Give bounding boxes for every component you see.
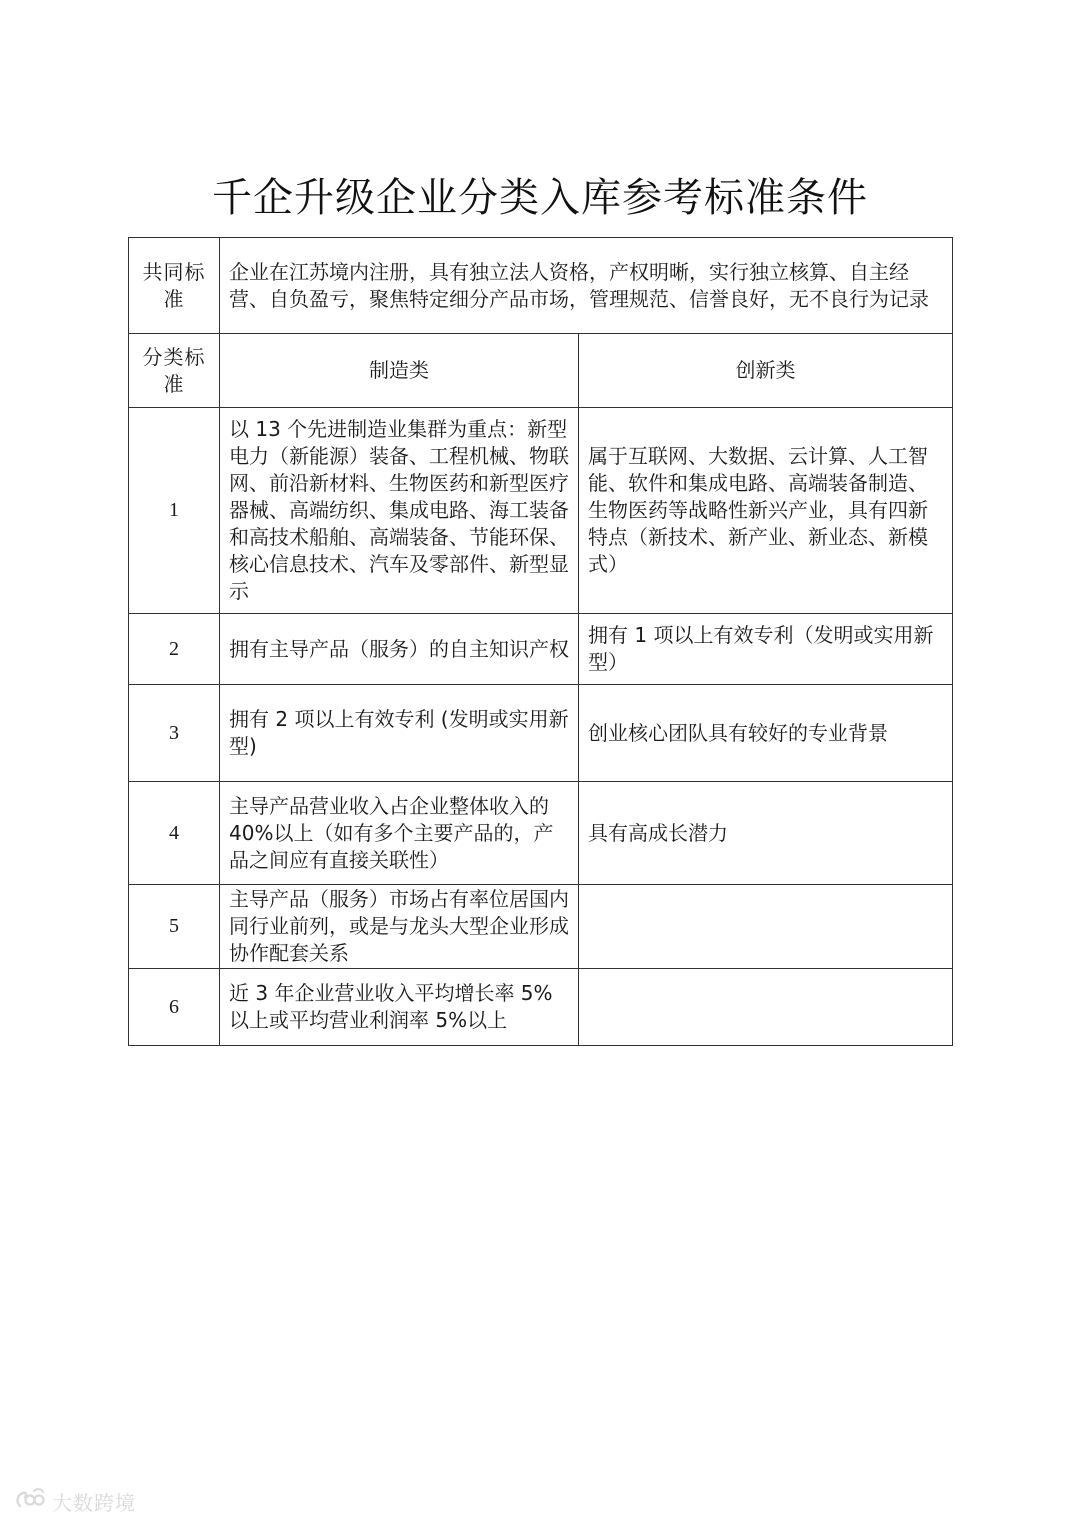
category-standard-label: 分类标准 bbox=[129, 334, 220, 408]
innovation-criterion: 属于互联网、大数据、云计算、人工智能、软件和集成电路、高端装备制造、生物医药等战略性新兴产业，具有四新特点（新技术、新产业、新业态、新模式） bbox=[579, 408, 953, 614]
innovation-criterion: 拥有 1 项以上有效专利（发明或实用新型） bbox=[579, 614, 953, 685]
table-row bbox=[129, 885, 953, 969]
table-row bbox=[129, 969, 953, 1046]
category-header-row bbox=[129, 334, 953, 408]
common-standard-label: 共同标准 bbox=[129, 238, 220, 334]
innovation-criterion bbox=[579, 885, 953, 969]
innovation-criterion: 具有高成长潜力 bbox=[579, 782, 953, 885]
row-number: 3 bbox=[129, 685, 220, 782]
row-number: 1 bbox=[129, 408, 220, 614]
table-row bbox=[129, 408, 953, 614]
row-number: 6 bbox=[129, 969, 220, 1046]
table-row bbox=[129, 685, 953, 782]
weibo-style-logo-icon bbox=[14, 1486, 48, 1516]
column-header-manufacturing: 制造类 bbox=[220, 334, 579, 408]
innovation-criterion bbox=[579, 969, 953, 1046]
innovation-criterion: 创业核心团队具有较好的专业背景 bbox=[579, 685, 953, 782]
manufacturing-criterion: 主导产品营业收入占企业整体收入的 40%以上（如有多个主要产品的，产品之间应有直接关联性） bbox=[220, 782, 579, 885]
column-header-innovation: 创新类 bbox=[579, 334, 953, 408]
manufacturing-criterion: 拥有 2 项以上有效专利 (发明或实用新型) bbox=[220, 685, 579, 782]
manufacturing-criterion: 拥有主导产品（服务）的自主知识产权 bbox=[220, 614, 579, 685]
page-title: 千企升级企业分类入库参考标准条件 bbox=[212, 175, 868, 221]
row-number: 4 bbox=[129, 782, 220, 885]
table-row bbox=[129, 614, 953, 685]
common-standard-text: 企业在江苏境内注册，具有独立法人资格，产权明晰，实行独立核算、自主经营、自负盈亏，聚焦特定细分产品市场，管理规范、信誉良好，无不良行为记录 bbox=[220, 238, 953, 334]
watermark-text: 大数跨境 bbox=[52, 1490, 136, 1515]
row-number: 2 bbox=[129, 614, 220, 685]
manufacturing-criterion: 近 3 年企业营业收入平均增长率 5%以上或平均营业利润率 5%以上 bbox=[220, 969, 579, 1046]
standards-table bbox=[128, 237, 953, 1046]
watermark bbox=[14, 1486, 136, 1516]
manufacturing-criterion: 主导产品（服务）市场占有率位居国内同行业前列，或是与龙头大型企业形成协作配套关系 bbox=[220, 885, 579, 969]
manufacturing-criterion: 以 13 个先进制造业集群为重点：新型电力（新能源）装备、工程机械、物联网、前沿新材料、生物医药和新型医疗器械、高端纺织、集成电路、海工装备和高技术船舶、高端装备、节能环保、核心信息技术、汽车及零部件、新型显示 bbox=[220, 408, 579, 614]
common-standard-row bbox=[129, 238, 953, 334]
table-row bbox=[129, 782, 953, 885]
row-number: 5 bbox=[129, 885, 220, 969]
